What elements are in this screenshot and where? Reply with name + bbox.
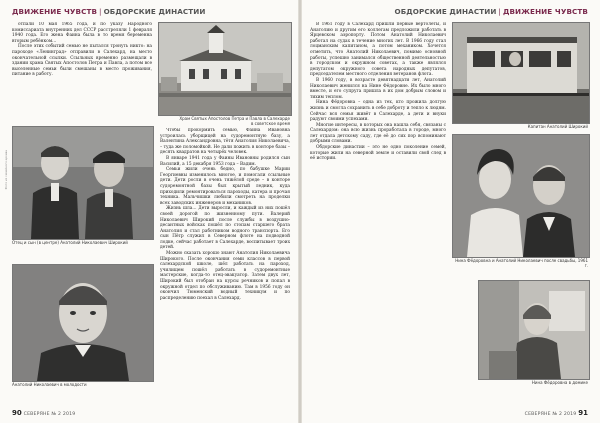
brothers-caption: Отец и сын (в центре) Анатолий Николаевич Широкий (12, 240, 128, 245)
paragraph: Можно сказать хорошо знают Анатолия Николаевича Широкого. После окончания семи классов в первой салехардской школе, шёл работать на пароход, училищем пошёл работать в судоремонтные мастерские, когда-то отец-эвакуатор. Затем двух лет, Широкий был отобран на курсы речников и попал в окружной отдел по обслуживанию. Там в 1956 году он окончил Тюменский водный техникум и по распределению поехал в Салехард. (160, 251, 290, 301)
brothers-image (13, 127, 153, 239)
paragraph: В 1960 году, в возрасте девятнадцати лет, Анатолий Николаевич женился на Нине Фёдоровне. Их было много вместе, и его супруга пришла в их дом добрым словом и тихим теплом. (310, 77, 446, 100)
wedding-image (453, 135, 589, 257)
paragraph: отпали 10 мая 1965 года, и по указу Народного комиссариата внутренних дел СССР расстреляли 1 февраля 1940 года. Его жена Фаина была в то время беременна вторым ребёнком... (12, 22, 152, 44)
right-folio (525, 409, 588, 417)
left-col1-text (12, 22, 152, 122)
woman-image (479, 281, 589, 379)
magazine-issue: СЕВЕРЯНЕ № 2 2019 (23, 412, 76, 417)
section-title: ДВИЖЕНИЕ ЧУВСТВ (502, 7, 588, 16)
page-number: 90 (12, 409, 22, 417)
woman-caption: Нина Фёдоровна в домике (531, 380, 588, 385)
right-running-header: ОБДОРСКИЕ ДИНАСТИИ | ДВИЖЕНИЕ ЧУВСТВ (394, 7, 588, 16)
paragraph: В 1961 году в Салехард пришли первые вертолёты, и Анатолию и другим его коллегам предложили работать в Ярцевском аэропорту. Потом Анатолий Николаевич работал на судах в течение многих лет. В 1966 году стал лоцманским капитаном, а потом механиком. Хочется отметить, что Анатолий Николаевич, помимо основной работы, успешно занимался общественной деятельностью в городском и окружном советах, а также являлся депутатом окружного совета народных депутатов, председателем местного отделения ветеранов флота. (310, 22, 446, 78)
portrait-photo (12, 264, 154, 382)
page-gutter (298, 0, 302, 423)
temple-image (159, 23, 291, 115)
photo-credit: Фото из семейного архива (4, 150, 8, 190)
ship-caption: Капитан Анатолий Широкий (527, 124, 588, 129)
page-number: 91 (578, 409, 588, 417)
ship-image (453, 23, 589, 123)
paragraph: Семьи жили очень бедно, по бабушке Марии Георгиевны изменилось многое, и помогали ссыльные дети. Дети росли в очень тяжёлой среде – в конторе судоремонтной базы был крытый ледник, куда приходили ремонтироваться пароходы, катера и прочая техника. Мальчишки любили смотреть на проделки всех заводских инженеров и механиков. (160, 167, 290, 206)
left-folio (12, 409, 75, 417)
temple-photo (158, 22, 292, 116)
rubric-title: ОБДОРСКИЕ ДИНАСТИИ (103, 7, 206, 16)
paragraph: Многие интересы, в которых она нашла себя, связаны с Салехардом: она всю жизнь проработала в городе, много лет отдала детскому саду, где её до сих пор вспоминают добрыми словами. (310, 122, 446, 145)
magazine-issue: СЕВЕРЯНЕ № 2 2019 (524, 412, 577, 417)
woman-photo (478, 280, 590, 380)
paragraph: Жизнь шла... Дети выросли, и каждый из них пошёл своей дорогой по жизненному пути. Валерий Николаевич Широкий после службы в воздушно-десантных войсках пошёл по стопам старшего брата Анатолия и стал работником водного транспорта. Его сын Пётр служил в Северном флоте на подводной лодке, сейчас работает в Салехарде, воспитывает троих детей. (160, 206, 290, 251)
temple-caption: Храм Святых Апостолов Петра и Павла в Салехарде в советское время (179, 116, 290, 126)
left-running-header: ДВИЖЕНИЕ ЧУВСТВ | ОБДОРСКИЕ ДИНАСТИИ (12, 7, 206, 16)
wedding-photo (452, 134, 590, 258)
paragraph: Нина Фёдоровна – одна из тех, кто прожила долгую жизнь и смогла сохранить в себе доброту и тепло к людям. Сейчас вся семья живёт в Салехарде, а дети и внуки радуют своими успехами. (310, 100, 446, 123)
rubric-title: ОБДОРСКИЕ ДИНАСТИИ (394, 7, 497, 16)
wedding-caption: Нина Фёдоровна и Анатолий Николаевич после свадьбы, 1961 г. (455, 258, 588, 268)
paragraph: После этих событий семью не пытался тронуть никто: на пароходе «Ленинград» отправили в Салехард, на место окончательной ссылки. Ссыльных временно размещали в здании храма Святых Апостолов Петра и Павла, а потом все выселенные семьи были смешаны в место проживания, питание в работу. (12, 44, 152, 78)
paragraph: В январе 1941 года у Фаины Ивановны родился сын Василий, а 15 декабря 1953 года – Вадим. (160, 155, 290, 167)
paragraph: Обдорские династии – это не одно поколение семей, которые жили на северной земле и оставили свой след в её истории. (310, 145, 446, 162)
right-col1-text (310, 22, 446, 392)
section-title: ДВИЖЕНИЕ ЧУВСТВ (12, 7, 98, 16)
brothers-photo (12, 126, 154, 240)
ship-photo (452, 22, 590, 124)
portrait-image (13, 265, 153, 381)
portrait-caption: Анатолий Николаевич в молодости (12, 382, 87, 387)
paragraph: Чтобы прокормить семью, Фаина Ивановна устроилась уборщицей на судоремонтную базу, а Валентина Александровна, тётя Анатолия Николаевича, – туда же поломойкой. Не дали пожить в конторе базы – десять квадратов на четырёх человек. (160, 128, 290, 156)
left-col2-text (160, 128, 290, 390)
